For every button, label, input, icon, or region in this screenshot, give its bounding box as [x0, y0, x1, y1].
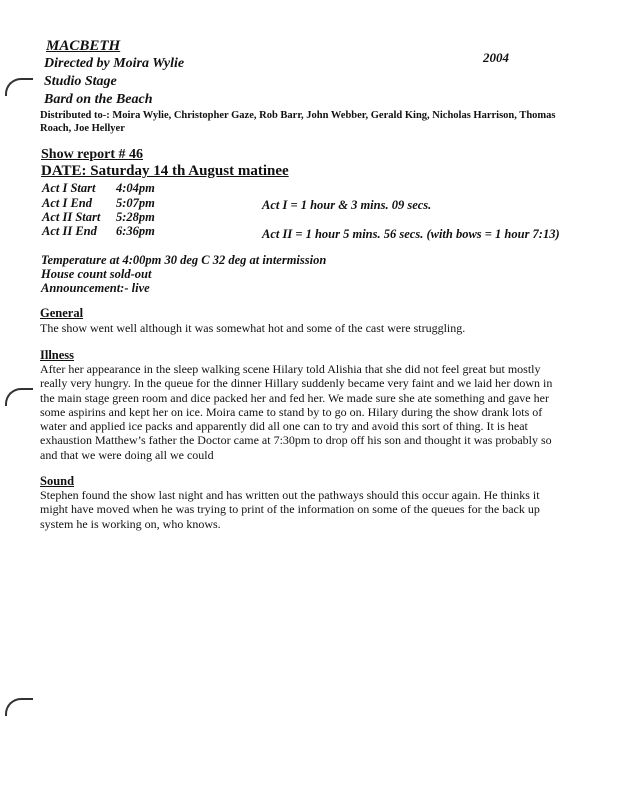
announcement-line: Announcement:- live [41, 281, 150, 295]
act1-start-label: Act I Start [42, 181, 96, 195]
section-text-general: The show went well although it was somewhat hot and some of the cast were struggling. [40, 321, 466, 335]
section-heading-sound: Sound [40, 474, 75, 488]
punch-hole-mark [5, 78, 33, 96]
temperature-line: Temperature at 4:00pm 30 deg C 32 deg at intermission [41, 253, 327, 267]
punch-hole-mark [5, 388, 33, 406]
house-count-line: House count sold-out [41, 267, 152, 281]
venue-line: Studio Stage [44, 74, 117, 89]
act2-end-label: Act II End [42, 224, 97, 238]
act2-start-label: Act II Start [42, 210, 101, 224]
show-date: DATE: Saturday 14 th August matinee [41, 163, 289, 179]
show-report-number: Show report # 46 [41, 147, 144, 162]
distribution-list: Distributed to-: Moira Wylie, Christopher Gaze, Rob Barr, John Webber, Gerald King, Nicholas Harrison, Thomas Roach, Joe Hellyer [40, 110, 556, 134]
act1-start-time: 4:04pm [116, 181, 155, 195]
section-heading-illness: Illness [40, 348, 75, 362]
act1-end-label: Act I End [42, 196, 93, 210]
director-line: Directed by Moira Wylie [44, 56, 185, 71]
section-text-sound: Stephen found the show last night and has written out the pathways should this occur again. He thinks it might have moved when he was trying to print of the information on some of the queues for the back up system he is working on, who knows. [40, 488, 540, 531]
section-heading-general: General [40, 306, 84, 320]
act1-duration: Act I = 1 hour & 3 mins. 09 secs. [262, 198, 432, 212]
act1-end-time: 5:07pm [116, 196, 155, 210]
act2-start-time: 5:28pm [116, 210, 155, 224]
company-line: Bard on the Beach [44, 92, 153, 107]
act2-duration: Act II = 1 hour 5 mins. 56 secs. (with bows = 1 hour 7:13) [262, 227, 560, 241]
report-year: 2004 [483, 50, 509, 65]
act2-end-time: 6:36pm [116, 224, 155, 238]
section-text-illness: After her appearance in the sleep walking scene Hilary told Alishia that she did not feel great but mostly really very hungry. In the queue for the dinner Hillary suddenly became very faint and we laid her down in the main stage green room and dice packed her and fed her. We made sure she ate something and gave her some aspirins and kept her on ice. Moira came to stand by to go on. Hilary during the show drank lots of water and applied ice packs and apparently did all one can to try and avoid this sort of thing. It is heat exhaustion Matthew’s father the Doctor came at 7:30pm to drop off his son and thought it was probably so and that we were doing all we could [40, 362, 553, 462]
play-title: MACBETH [46, 38, 121, 54]
punch-hole-mark [5, 698, 33, 716]
